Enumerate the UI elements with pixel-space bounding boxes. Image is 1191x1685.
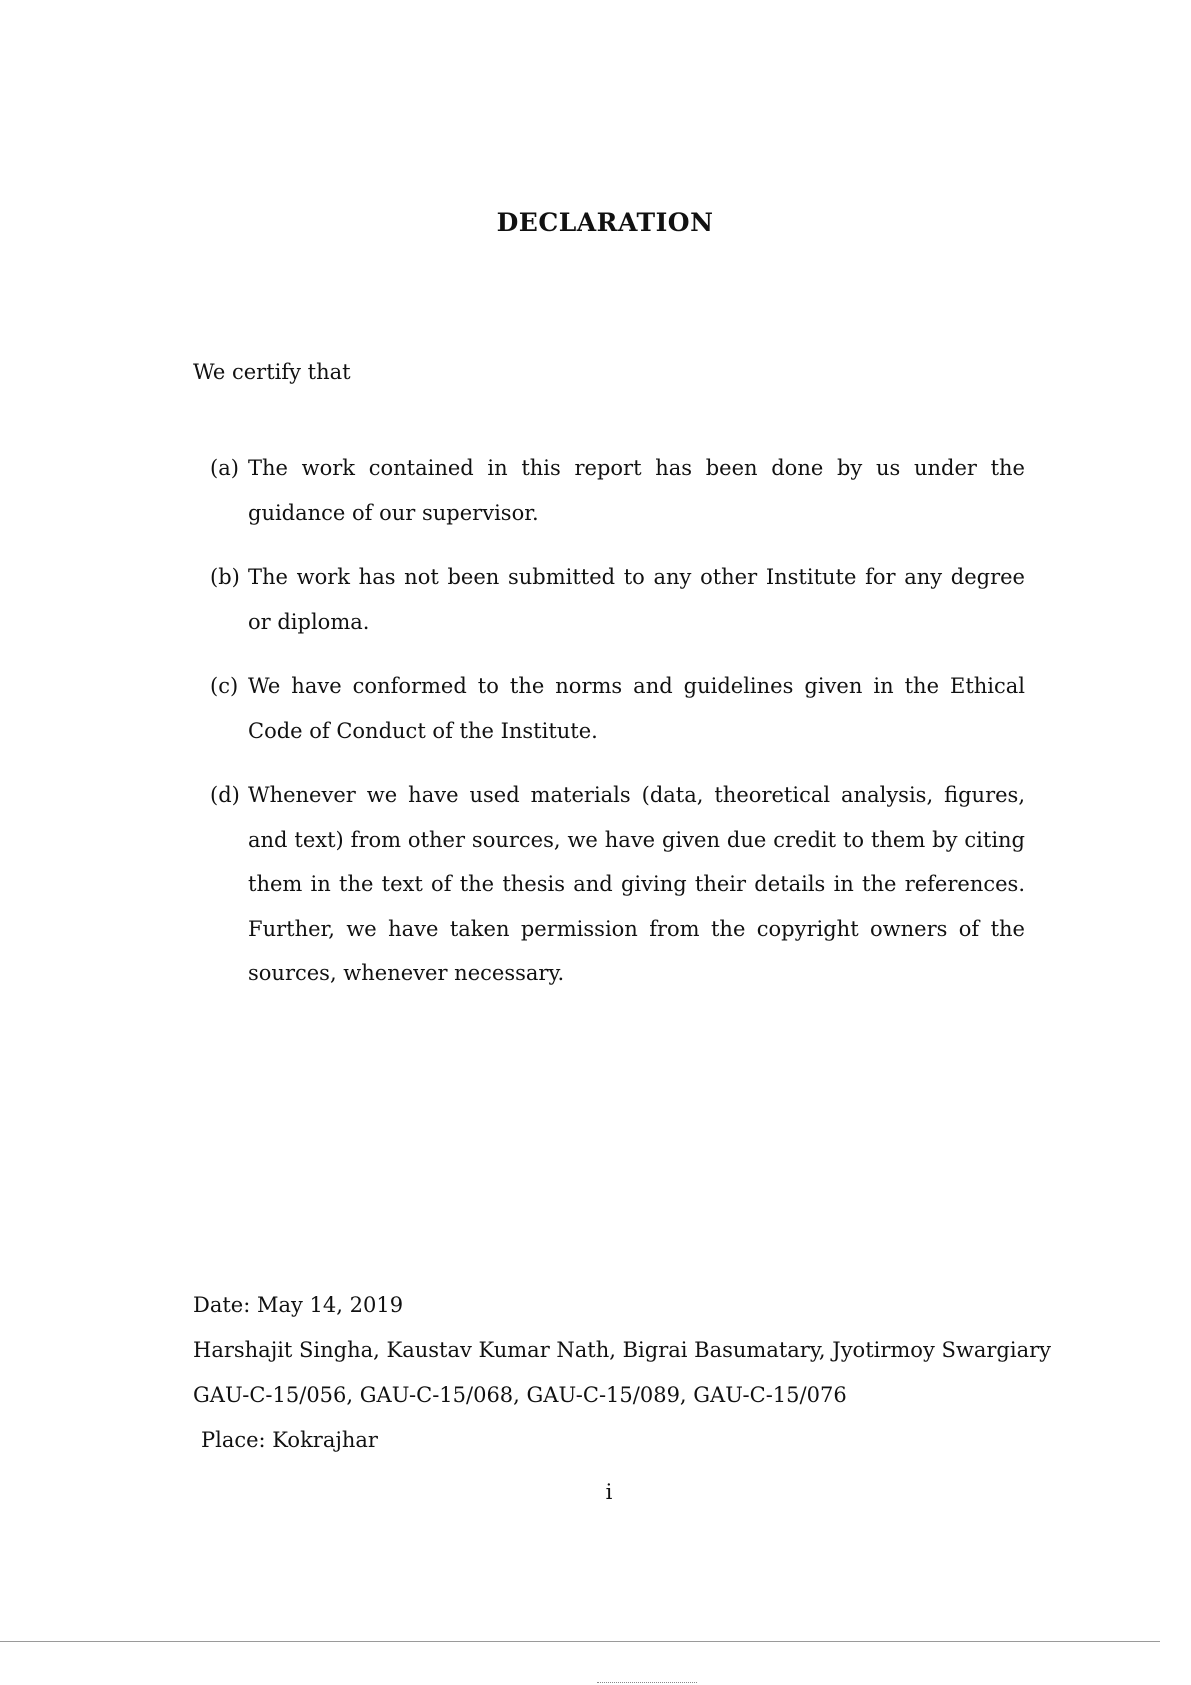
signature-block [193,1283,1051,1463]
item-marker: (d) [210,783,240,807]
roll-numbers: GAU-C-15/056, GAU-C-15/068, GAU-C-15/089, GAU-C-15/076 [193,1383,847,1407]
page-number: i [605,1480,613,1504]
declaration-list [210,446,1025,1016]
declaration-item-d [210,773,1025,996]
item-marker: (b) [210,565,240,589]
place-line: Place: Kokrajhar [201,1428,378,1452]
author-names: Harshajit Singha, Kaustav Kumar Nath, Bigrai Basumatary, Jyotirmoy Swargiary [193,1338,1051,1362]
item-text: We have conformed to the norms and guidelines given in the Ethical Code of Conduct of the Institute. [248,674,1025,743]
bottom-divider [0,1641,1160,1642]
declaration-item-b [210,555,1025,644]
date-line: Date: May 14, 2019 [193,1293,404,1317]
item-text: The work contained in this report has been done by us under the guidance of our supervisor. [248,456,1025,525]
intro-text: We certify that [193,360,351,384]
item-text: The work has not been submitted to any other Institute for any degree or diploma. [248,565,1025,634]
item-marker: (c) [210,674,239,698]
declaration-item-a [210,446,1025,535]
item-text: Whenever we have used materials (data, theoretical analysis, figures, and text) from other sources, we have given due credit to them by citing them in the text of the thesis and giving their details in the references. Further, we have taken permission from the copyright owners of the sources, whenever necessary. [248,783,1025,985]
item-marker: (a) [210,456,239,480]
declaration-item-c [210,664,1025,753]
page-title: DECLARATION [496,208,714,237]
